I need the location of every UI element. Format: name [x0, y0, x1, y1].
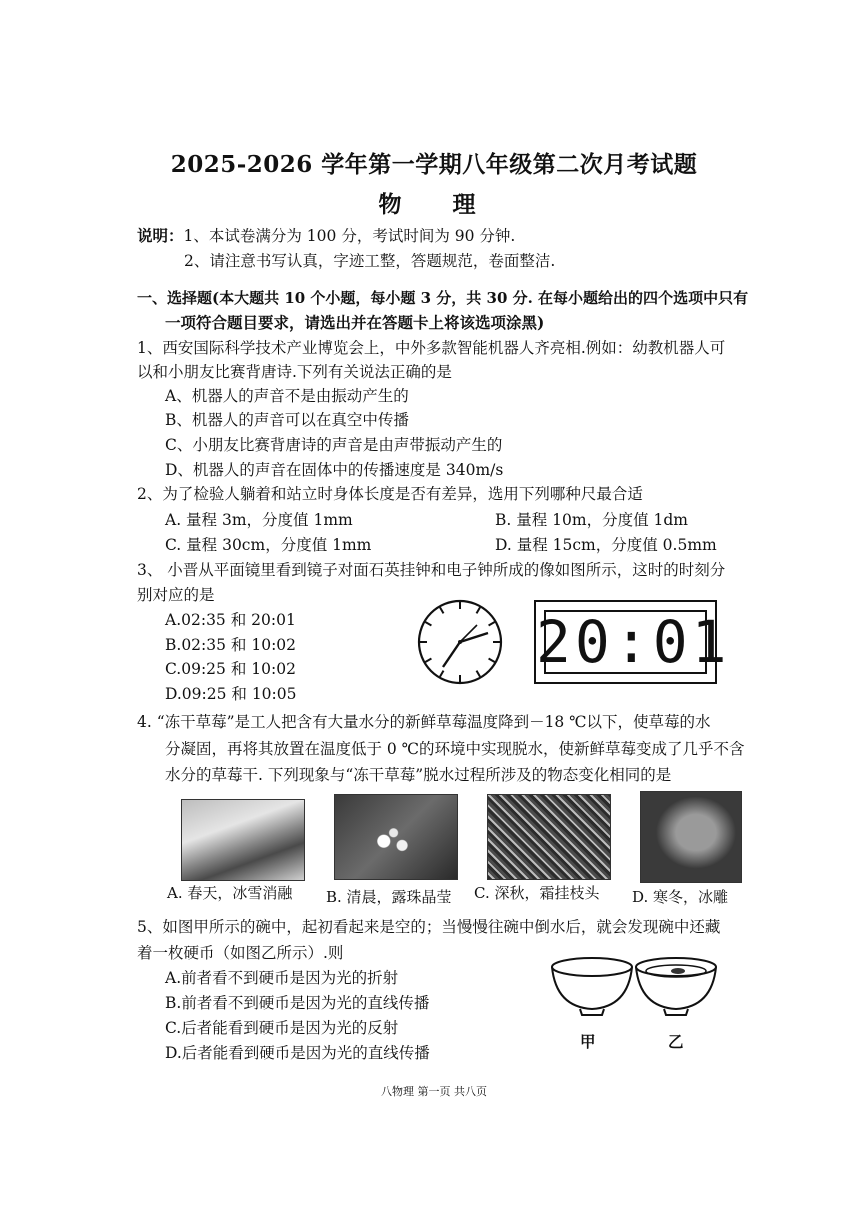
q2-stem: 2、为了检验人躺着和站立时身体长度是否有差异，选用下列哪种尺最合适 — [137, 485, 643, 503]
notes-line-2: 2、请注意书写认真，字迹工整，答题规范，卷面整洁. — [184, 252, 556, 270]
q1-option-b: B、机器人的声音可以在真空中传播 — [165, 411, 409, 429]
coin-icon — [671, 968, 685, 974]
clock-tick — [425, 659, 431, 663]
q4-stem-line-3: 水分的草莓干. 下列现象与“冻干草莓”脱水过程所涉及的物态变化相同的是 — [165, 766, 672, 784]
q4-caption-d: D. 寒冬，冰雕 — [632, 888, 729, 906]
mirrored-analog-clock — [415, 597, 505, 687]
q3-option-c: C.09:25 和 10:02 — [165, 660, 296, 678]
q5-stem-line-2: 着一枚硬币（如图乙所示）.则 — [137, 944, 344, 962]
q5-option-b: B.前者看不到硬币是因为光的直线传播 — [165, 994, 430, 1012]
notes-text-1: 1、本试卷满分为 100 分，考试时间为 90 分钟. — [183, 227, 516, 245]
photo-ice-sculpture — [640, 791, 742, 883]
q5-option-d: D.后者能看到硬币是因为光的直线传播 — [165, 1044, 430, 1062]
bowl-label-jia: 甲 — [580, 1032, 596, 1051]
mirrored-digital-clock — [534, 600, 731, 684]
q5-stem-line-1: 5、如图甲所示的碗中，起初看起来是空的；当慢慢往碗中倒水后，就会发现碗中还藏 — [137, 918, 721, 936]
photo-melting-snow — [181, 799, 305, 881]
q4-stem-line-2: 分凝固，再将其放置在温度低于 0 ℃的环境中实现脱水，使新鲜草莓变成了几乎不含 — [165, 740, 745, 758]
section-heading-line-2: 一项符合题目要求，请选出并在答题卡上将该选项涂黑) — [165, 313, 545, 332]
q4-stem-line-1: 4. “冻干草莓”是工人把含有大量水分的新鲜草莓温度降到－18 ℃以下，使草莓的水 — [137, 713, 711, 731]
q1-option-c: C、小朋友比赛背唐诗的声音是由声带振动产生的 — [165, 436, 503, 454]
q2-option-b: B. 量程 10m，分度值 1dm — [495, 511, 689, 529]
clock-tick — [440, 607, 444, 613]
q3-stem-line-1: 3、 小晋从平面镜里看到镜子对面石英挂钟和电子钟所成的像如图所示，这时的时刻分 — [137, 561, 726, 579]
q4-caption-a: A. 春天，冰雪消融 — [167, 884, 293, 902]
q2-option-a: A. 量程 3m，分度值 1mm — [165, 511, 353, 529]
notes-label: 说明： — [137, 226, 184, 245]
clock-hand — [443, 642, 460, 667]
q1-stem-line-2: 以和小朋友比赛背唐诗.下列有关说法正确的是 — [137, 363, 452, 381]
exam-title: 2025-2026 学年第一学期八年级第二次月考试题 — [170, 151, 698, 178]
section-heading-line-1: 一、选择题(本大题共 10 个小题，每小题 3 分，共 30 分. 在每小题给出的四个选项中只有 — [137, 289, 749, 307]
q1-stem-line-1: 1、西安国际科学技术产业博览会上，中外多款智能机器人齐亮相.例如：幼教机器人可 — [137, 339, 726, 357]
notes-line-1 — [137, 226, 515, 246]
photo-frost-branches — [487, 794, 611, 880]
q3-stem-line-2: 别对应的是 — [137, 586, 215, 604]
q5-option-c: C.后者能看到硬币是因为光的反射 — [165, 1019, 399, 1037]
photo-dew-drops — [334, 794, 458, 880]
clock-tick — [425, 622, 431, 626]
clock-tick — [440, 671, 444, 677]
q5-option-a: A.前者看不到硬币是因为光的折射 — [165, 969, 399, 987]
bowl-label-yi: 乙 — [668, 1032, 684, 1051]
clock-tick — [477, 671, 481, 677]
page-footer: 八物理 第一页 共八页 — [381, 1085, 487, 1098]
q3-option-a: A.02:35 和 20:01 — [165, 611, 296, 629]
q2-option-c: C. 量程 30cm，分度值 1mm — [165, 536, 372, 554]
clock-tick — [489, 659, 495, 663]
q2-option-d: D. 量程 15cm，分度值 0.5mm — [495, 536, 717, 554]
q3-option-b: B.02:35 和 10:02 — [165, 636, 297, 654]
q1-option-a: A、机器人的声音不是由振动产生的 — [165, 387, 409, 405]
subject-title: 物 理 — [378, 191, 490, 218]
digital-clock-digits: 20:01 — [536, 608, 731, 676]
clock-tick — [489, 622, 495, 626]
q3-option-d: D.09:25 和 10:05 — [165, 685, 297, 703]
q4-caption-c: C. 深秋，霜挂枝头 — [474, 884, 600, 902]
bowl-with-coin — [632, 955, 720, 1017]
q1-option-d: D、机器人的声音在固体中的传播速度是 340m/s — [165, 461, 504, 479]
bowl-empty — [548, 955, 636, 1017]
q4-caption-b: B. 清晨，露珠晶莹 — [326, 888, 452, 906]
clock-tick — [477, 607, 481, 613]
